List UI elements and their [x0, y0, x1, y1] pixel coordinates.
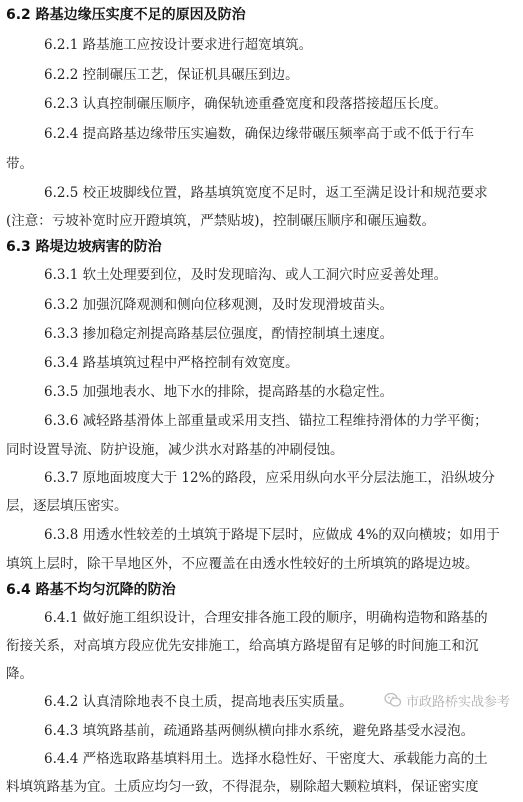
clause-6-2-2: 6.2.2 控制碾压工艺，保证机具碾压到边。 [44, 67, 299, 83]
clause-6-4-1: 6.4.1 做好施工组织设计，合理安排各施工段的顺序，明确构造物和路基的 [44, 610, 488, 626]
clause-6-3-7: 6.3.7 原地面坡度大于 12%的路段，应采用纵向水平分层法施工，沿纵坡分 [44, 470, 495, 486]
clause-6-4-4: 6.4.4 严格选取路基填料用土。选择水稳性好、干密度大、承载能力高的土 [44, 751, 488, 767]
clause-6-3-7-cont: 层，逐层填压密实。 [6, 498, 128, 514]
clause-6-4-1-cont: 衔接关系，对高填方段应优先安排施工，给高填方路堤留有足够的时间施工和沉 [6, 638, 479, 654]
clause-6-3-2: 6.3.2 加强沉降观测和侧向位移观测，及时发现滑坡苗头。 [44, 297, 394, 313]
section-heading-6-4: 6.4 路基不均匀沉降的防治 [6, 582, 176, 598]
clause-6-4-2: 6.4.2 认真清除地表不良土质，提高地表压实质量。 [44, 694, 353, 710]
watermark-text: 市政路桥实战参考 [406, 694, 511, 710]
clause-6-3-3: 6.3.3 掺加稳定剂提高路基层位强度，酌情控制填土速度。 [44, 326, 394, 342]
section-heading-6-2: 6.2 路基边缘压实度不足的原因及防治 [6, 7, 246, 23]
clause-6-4-3: 6.4.3 填筑路基前，疏通路基两侧纵横向排水系统，避免路基受水浸泡。 [44, 723, 475, 739]
clause-6-3-6-cont: 同时设置导流、防护设施，减少洪水对路基的冲刷侵蚀。 [6, 442, 344, 458]
clause-6-2-1: 6.2.1 路基施工应按设计要求进行超宽填筑。 [44, 37, 313, 53]
clause-6-2-4: 6.2.4 提高路基边缘带压实遍数，确保边缘带碾压频率高于或不低于行车 [44, 126, 475, 142]
clause-6-2-3: 6.2.3 认真控制碾压顺序，确保轨迹重叠宽度和段落搭接超压长度。 [44, 96, 448, 112]
clause-6-3-5: 6.3.5 加强地表水、地下水的排除，提高路基的水稳定性。 [44, 384, 394, 400]
clause-6-2-5: 6.2.5 校正坡脚线位置，路基填筑宽度不足时，返工至满足设计和规范要求 [44, 185, 488, 201]
clause-6-3-8: 6.3.8 用透水性较差的土填筑于路堤下层时，应做成 4%的双向横坡；如用于 [44, 527, 500, 543]
clause-6-4-1-cont2: 降。 [6, 666, 33, 682]
watermark [384, 690, 510, 710]
clause-6-3-6: 6.3.6 减轻路基滑体上部重量或采用支挡、锚拉工程维持滑体的力学平衡； [44, 413, 488, 429]
section-heading-6-3: 6.3 路堤边坡病害的防治 [6, 239, 162, 255]
clause-6-2-5-cont: (注意：亏坡补宽时应开蹬填筑，严禁贴坡)，控制碾压顺序和碾压遍数。 [6, 213, 436, 229]
clause-6-2-4-cont: 带。 [6, 156, 33, 172]
wechat-icon [384, 691, 402, 709]
clause-6-3-4: 6.3.4 路基填筑过程中严格控制有效宽度。 [44, 355, 299, 371]
clause-6-4-4-cont: 料填筑路基为宜。土质应均匀一致，不得混杂，剔除超大颗粒填料，保证密实度 [6, 779, 479, 795]
clause-6-3-1: 6.3.1 软土处理要到位，及时发现暗沟、或人工洞穴时应妥善处理。 [44, 267, 448, 283]
clause-6-3-8-cont: 填筑上层时，除干旱地区外，不应覆盖在由透水性较好的土所填筑的路堤边坡。 [6, 556, 479, 572]
